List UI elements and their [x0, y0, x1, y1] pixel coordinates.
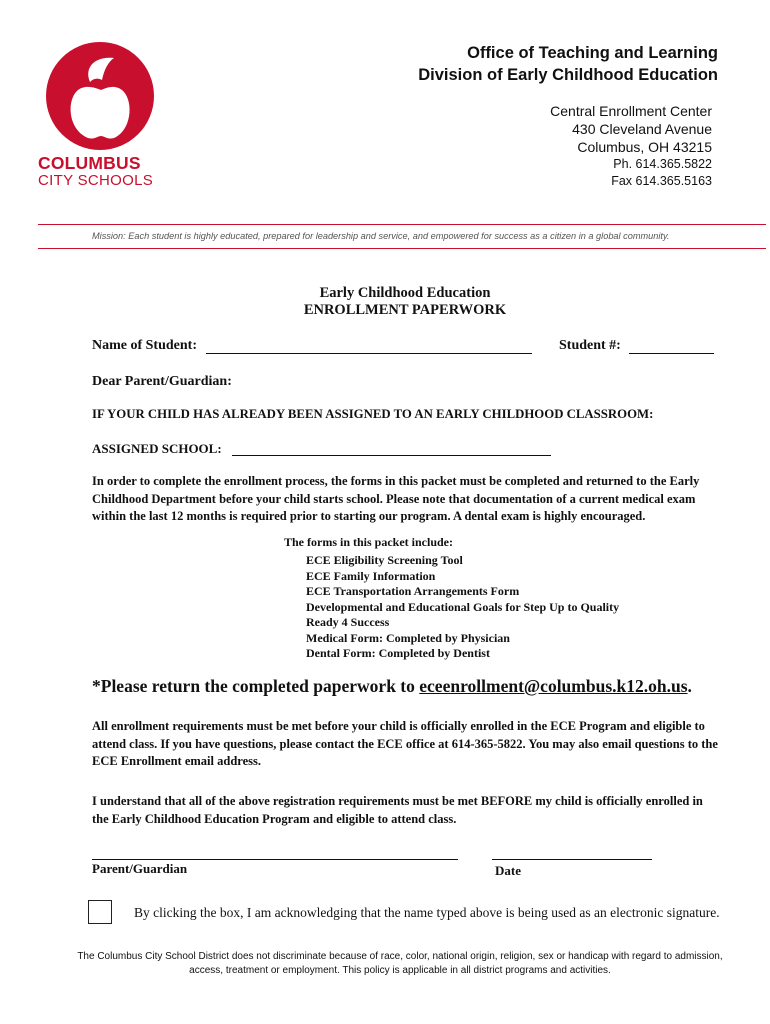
mission-rule-bottom [38, 248, 766, 249]
list-item: ECE Eligibility Screening Tool [306, 553, 463, 567]
forms-heading: The forms in this packet include: [284, 535, 454, 549]
date-label: Date [495, 863, 521, 878]
list-item: Dental Form: Completed by Dentist [306, 646, 490, 660]
city-address: Columbus, OH 43215 [577, 139, 712, 155]
return-note [92, 676, 692, 697]
student-name-label: Name of Student: [92, 338, 197, 353]
office-heading [418, 42, 718, 86]
enrollment-email-link[interactable]: eceenrollment@columbus.k12.oh.us [419, 676, 688, 696]
phone-number: Ph. 614.365.5822 [613, 157, 712, 171]
office-title: Office of Teaching and Learning [467, 44, 718, 62]
center-name: Central Enrollment Center [550, 103, 712, 119]
contact-block [611, 156, 712, 190]
list-item: ECE Family Information [306, 568, 436, 583]
form-title-line1: Early Childhood Education [319, 285, 491, 301]
student-number-field[interactable] [629, 336, 714, 354]
intro-paragraph: In order to complete the enrollment process, the forms in this packet must be completed and returned to the Early Childhood Department before your child starts school. Please note that documentation of a current medical exam within the last 12 months is required prior to starting our program. A dental exam is highly encouraged. [92, 474, 700, 523]
logo-columbus: COLUMBUS [38, 153, 141, 173]
understand-paragraph: I understand that all of the above registration requirements must be met BEFORE my child is officially enrolled in the Early Childhood Education Program and eligible to attend class. [92, 794, 703, 826]
esignature-text: By clicking the box, I am acknowledging that the name typed above is being used as an electronic signature. [134, 905, 720, 920]
logo-city-schools: CITY SCHOOLS [38, 172, 154, 189]
requirements-paragraph: All enrollment requirements must be met before your child is officially enrolled in the ECE Program and eligible to attend class. If you have questions, please contact the ECE office at 614-365-5822. You may also email questions to the ECE Enrollment email address. [92, 719, 718, 768]
return-note-suffix: . [687, 676, 692, 696]
forms-list [306, 553, 619, 662]
fax-number: Fax 614.365.5163 [611, 174, 712, 188]
esignature-checkbox[interactable] [88, 900, 112, 924]
mission-statement: Mission: Each student is highly educated, prepared for leadership and service, and empowered for success as a citizen in a global community. [92, 231, 670, 241]
address-block [550, 102, 712, 156]
parent-signature-label: Parent/Guardian [92, 861, 188, 876]
parent-signature-field[interactable] [92, 843, 458, 860]
date-field[interactable] [492, 843, 652, 860]
list-item: ECE Transportation Arrangements Form [306, 584, 520, 598]
return-note-prefix: *Please return the completed paperwork to [92, 676, 420, 696]
list-item: Developmental and Educational Goals for Step Up to Quality [306, 599, 620, 614]
student-name-field[interactable] [206, 336, 532, 354]
list-item: Medical Form: Completed by Physician [306, 630, 510, 645]
assigned-school-field[interactable] [232, 439, 551, 456]
street-address: 430 Cleveland Avenue [572, 121, 712, 137]
list-item: Ready 4 Success [306, 615, 390, 629]
form-title-line2: ENROLLMENT PAPERWORK [303, 302, 507, 318]
assigned-heading: IF YOUR CHILD HAS ALREADY BEEN ASSIGNED TO AN EARLY CHILDHOOD CLASSROOM: [92, 407, 654, 421]
student-number-label: Student #: [559, 338, 621, 353]
nondiscrimination-footer: The Columbus City School District does not discriminate because of race, color, national origin, religion, sex or handicap with regard to admission, access, treatment or employment. This policy is applicable in all district programs and activities. [77, 951, 723, 976]
division-title: Division of Early Childhood Education [418, 66, 718, 84]
assigned-school-label: ASSIGNED SCHOOL: [92, 441, 222, 456]
greeting: Dear Parent/Guardian: [92, 374, 232, 389]
mission-rule-top [38, 224, 766, 225]
